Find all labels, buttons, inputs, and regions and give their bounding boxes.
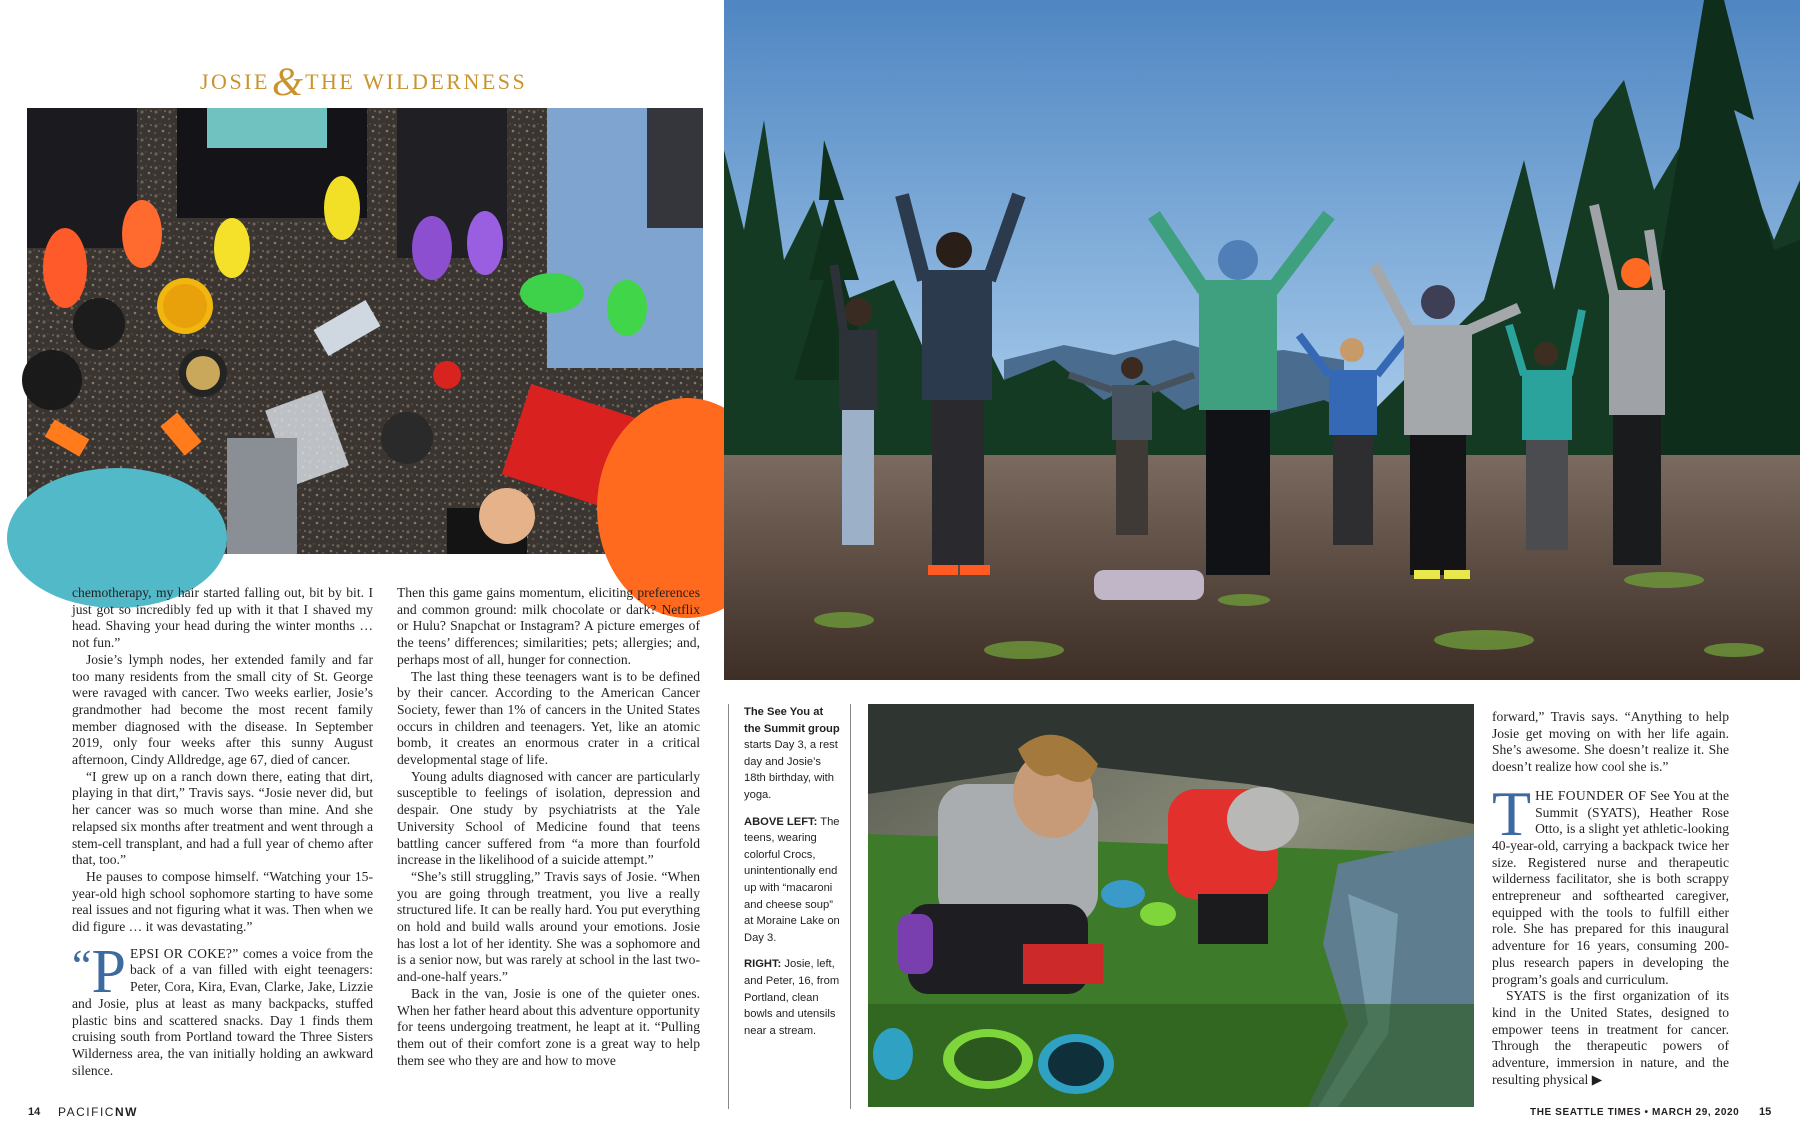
paragraph-text: comes a voice from the back of a van filled with eight teenagers: Peter, Cora, Kira, Evan, Clarke, Jake, Lizzie and Josie, plus at least as many backpacks, stuffed plastic bins and scattered snacks. Day 1 finds them cruising south from Portland toward the Three Sisters Wilderness area, the van initially holding an awkward silence. xyxy=(72,945,373,1078)
paragraph: “I grew up on a ranch down there, eating that dirt, playing in that dirt,” Travis says. “Josie never did, but her cancer was so much worse than mine. And she relapsed six months after treatment and went through a stem-cell transplant, and had a full year of chemo after that, too.” xyxy=(72,768,373,868)
caption-lead: ABOVE LEFT: xyxy=(744,815,818,828)
caption-above-left xyxy=(744,814,840,947)
continue-arrow-icon: ▶ xyxy=(1591,1071,1603,1087)
body-column-3 xyxy=(1492,709,1729,1087)
caption-divider-left xyxy=(728,704,729,1109)
paragraph: Then this game gains momentum, eliciting preferences and common ground: milk chocolate or dark? Netflix or Hulu? Snapchat or Instagram? A picture emerges of the teens’ differences; similarities; pets; allergies; and, perhaps most of all, hunger for connection. xyxy=(397,585,700,667)
caption-main xyxy=(744,704,840,804)
header-title-left: JOSIE xyxy=(200,69,270,94)
caption-divider-right xyxy=(850,704,851,1109)
paragraph: The last thing these teenagers want is to be defined by their cancer. According to the American Cancer Society, fewer than 1% of cancers in the United States occurs in children and teenagers. Yet, like an atomic bomb, it creates an enormous crater in a critical developmental stage of life. xyxy=(397,668,700,768)
section-opening-paragraph xyxy=(1492,777,1729,988)
caption-lead: RIGHT: xyxy=(744,958,782,971)
paragraph xyxy=(1492,988,1729,1088)
paragraph: Josie’s lymph nodes, her extended family and far too many residents from the small city of St. George were ravaged with cancer. Two weeks earlier, Josie’s grandmother had become the most recent family member diagnosed with the disease. In September 2019, only four weeks after this sunny August afternoon, Cindy Alldredge, age 67, died of cancer. xyxy=(72,651,373,768)
caption-text: starts Day 3, a rest day and Josie’s 18th birthday, with yoga. xyxy=(744,739,838,801)
yoga-group-photo xyxy=(724,0,1800,680)
publication-line: THE SEATTLE TIMES • MARCH 29, 2020 xyxy=(1530,1107,1740,1118)
paragraph-text: See You at the Summit (SYATS), Heather Rose Otto, is a slight yet athletic-looking 40-year-old, carrying a backpack twice her size. Registered nurse and therapeutic wilderness facilitator, she is both scrappy entrepreneur and softhearted caregiver, equipped with the tools to fulfill either role. She has prepared for this inaugural adventure for 16 years, consuming 200-plus research papers in developing the program’s goals and curriculum. xyxy=(1492,787,1729,987)
caption-text: Josie, left, and Peter, 16, from Portland, clean bowls and utensils near a stream. xyxy=(744,958,840,1037)
section-opening-paragraph xyxy=(72,937,373,1080)
drop-letter: P xyxy=(91,937,127,1006)
section-header xyxy=(200,52,580,104)
drop-cap: T xyxy=(1492,777,1532,849)
crocs-photo xyxy=(27,108,703,554)
body-column-1 xyxy=(72,585,373,1078)
photo-captions xyxy=(744,704,840,1049)
brand-name: PACIFIC xyxy=(58,1105,115,1119)
caption-text: The teens, wearing colorful Crocs, unintentionally end up with “macaroni and cheese soup” at Moraine Lake on Day 3. xyxy=(744,815,840,944)
stream-photo xyxy=(868,704,1474,1107)
drop-quote: “ xyxy=(72,940,92,990)
page-number-left: 14 xyxy=(28,1106,41,1118)
paragraph: chemotherapy, my hair started falling out, bit by bit. I just got so incredibly fed up with it that I shaved my head. Shaving your head during the winter months … not fun.” xyxy=(72,585,373,651)
paragraph: forward,” Travis says. “Anything to help Josie get moving on with her life again. She’s awesome. She doesn’t realize it. She doesn’t realize how cool she is.” xyxy=(1492,709,1729,775)
page-number-right: 15 xyxy=(1759,1106,1772,1118)
drop-cap xyxy=(72,937,127,1006)
header-title-right: THE WILDERNESS xyxy=(305,69,528,94)
paragraph: Back in the van, Josie is one of the quieter ones. When her father heard about this adventure opportunity for teens undergoing treatment, he leapt at it. “Pulling them out of their comfort zone is a great way to help them see who they are and how to move xyxy=(397,985,700,1068)
paragraph-text: SYATS is the first organization of its kind in the United States, designed to empower teens in treatment for cancer. Through the therapeutic powers of adventure, immersion in nature, and the resulting physical xyxy=(1492,988,1729,1087)
brand-logo xyxy=(58,1105,138,1119)
paragraph: “She’s still struggling,” Travis says of Josie. “When you are going through treatment, you live a really structured life. It can be really hard. You put everything on hold and build walls around your emotions. Josie has lost a lot of her identity. She was a sophomore and is a senior now, but was rarely at school in the last two-and-one-half years.” xyxy=(397,868,700,985)
paragraph: He pauses to compose himself. “Watching your 15-year-old high school sophomore starting to have some real issues and not figuring what it was. Then when we did figure … it was devastating.” xyxy=(72,868,373,935)
caption-lead: The See You at the Summit group xyxy=(744,706,840,735)
body-column-2 xyxy=(397,585,700,1069)
lead-in: EPSI OR COKE?” xyxy=(130,945,239,961)
brand-suffix: NW xyxy=(114,1105,138,1119)
lead-in: HE FOUNDER OF xyxy=(1535,787,1647,803)
caption-right xyxy=(744,956,840,1039)
header-ampersand: & xyxy=(271,59,304,104)
paragraph: Young adults diagnosed with cancer are particularly susceptible to feelings of isolation, depression and despair. One study by psychiatrists at the Yale University School of Medicine found that teens battling cancer suffered from “a more than fourfold increase in the likelihood of a suicide attempt.” xyxy=(397,768,700,868)
